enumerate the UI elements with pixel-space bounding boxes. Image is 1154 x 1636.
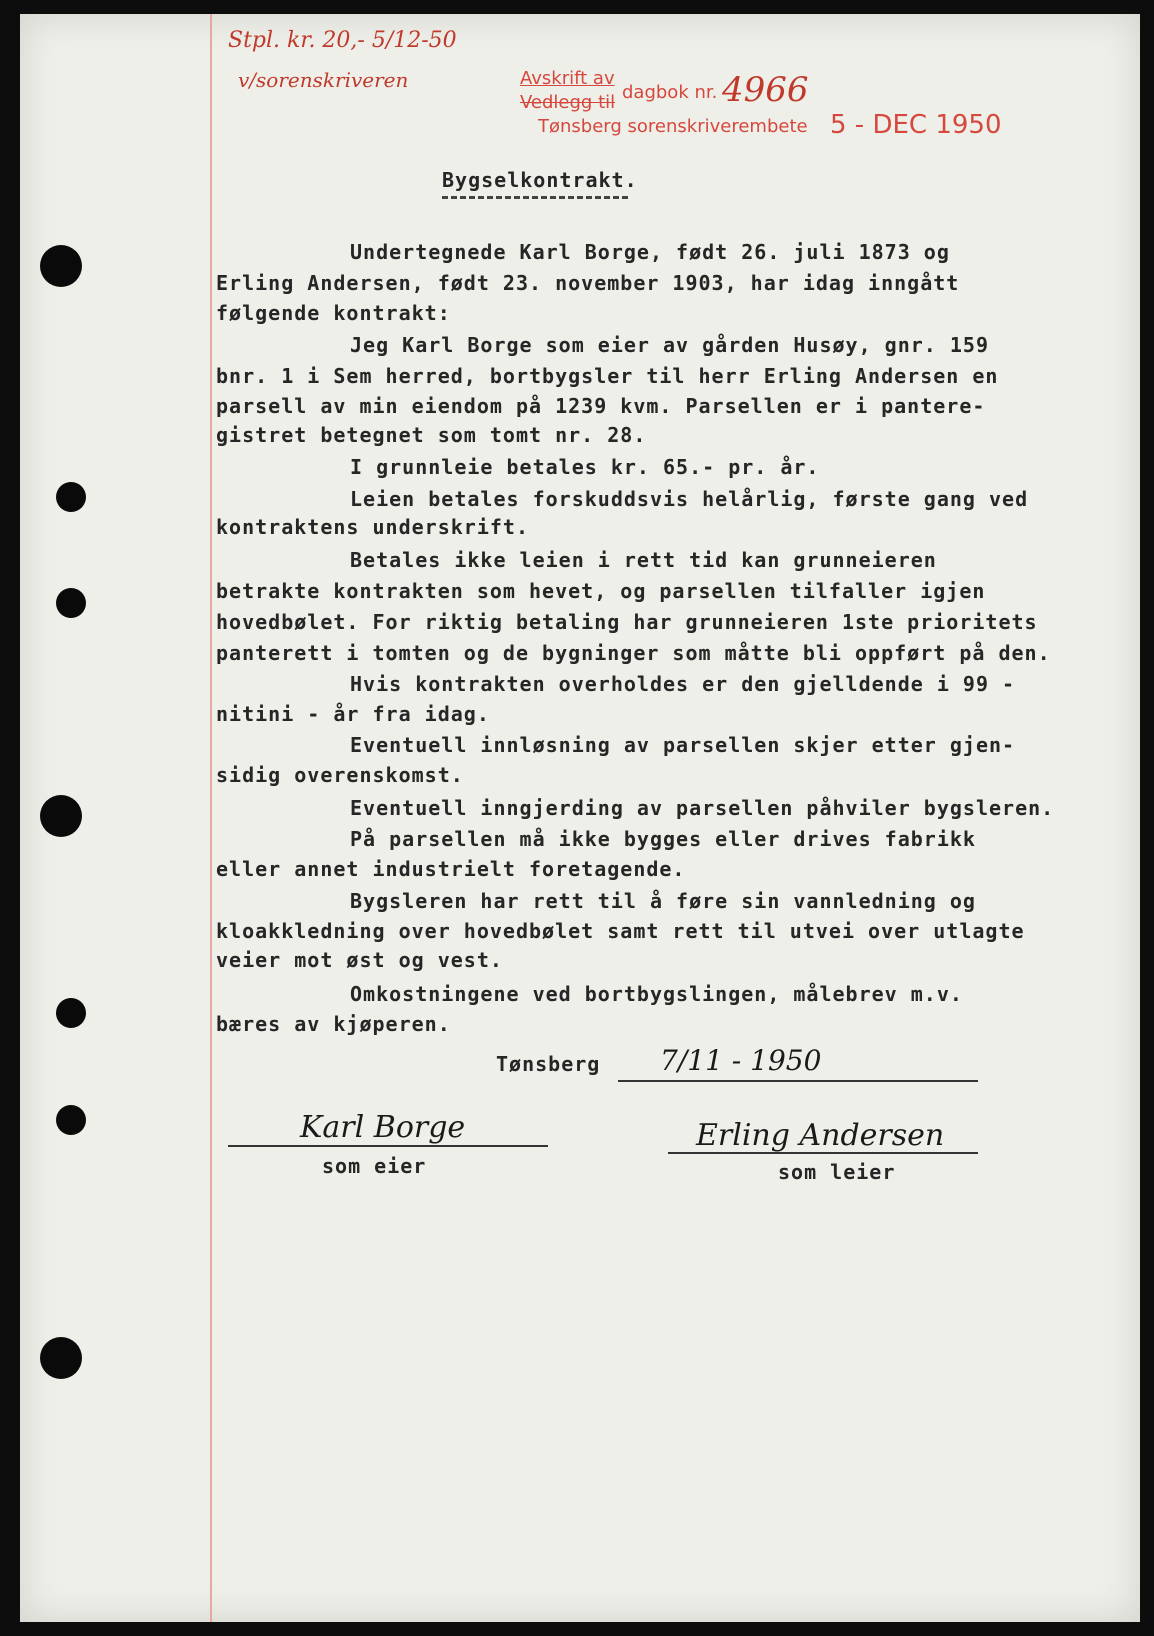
text-line: kloakkledning over hovedbølet samt rett til utvei over utlagte [216, 919, 1025, 943]
punch-hole [56, 482, 86, 512]
text-line: panterett i tomten og de bygninger som måtte bli oppført på den. [216, 641, 1051, 665]
text-line: nitini - år fra idag. [216, 702, 490, 726]
text-line: På parsellen må ikke bygges eller drives fabrikk [350, 827, 976, 851]
text-line: Jeg Karl Borge som eier av gården Husøy, gnr. 159 [350, 333, 990, 357]
text-line: gistret betegnet som tomt nr. 28. [216, 423, 647, 447]
signature-line-owner [228, 1145, 548, 1147]
margin-rule [210, 14, 212, 1622]
punch-hole [56, 1105, 86, 1135]
text-line: Bygsleren har rett til å føre sin vannledning og [350, 889, 976, 913]
punch-hole [56, 998, 86, 1028]
text-line: hovedbølet. For riktig betaling har grunneieren 1ste prioritets [216, 610, 1038, 634]
text-line: Leien betales forskuddsvis helårlig, første gang ved [350, 487, 1029, 511]
signature-line-tenant [668, 1152, 978, 1154]
stamp-duty-note: Stpl. kr. 20,- 5/12-50 [228, 28, 457, 53]
text-line: kontraktens underskrift. [216, 515, 529, 539]
text-line: I grunnleie betales kr. 65.- pr. år. [350, 455, 820, 479]
signature-tenant: Erling Andersen [696, 1118, 945, 1153]
text-line: betrakte kontrakten som hevet, og parsellen tilfaller igjen [216, 579, 986, 603]
place: Tønsberg [496, 1052, 601, 1076]
document-title: Bygselkontrakt. [442, 168, 638, 192]
stamp-dagbok-label: dagbok nr. [622, 82, 718, 103]
punch-hole [40, 1337, 82, 1379]
text-line: Eventuell innløsning av parsellen skjer etter gjen- [350, 733, 1016, 757]
stamp-office: Tønsberg sorenskriverembete [538, 116, 808, 137]
punch-hole [40, 795, 82, 837]
title-underline [442, 196, 628, 199]
date-line [618, 1080, 978, 1082]
text-line: veier mot øst og vest. [216, 948, 503, 972]
text-line: Omkostningene ved bortbygslingen, målebrev m.v. [350, 982, 963, 1006]
text-line: parsell av min eiendom på 1239 kvm. Parsellen er i pantere- [216, 394, 986, 418]
text-line: Undertegnede Karl Borge, født 26. juli 1873 og [350, 240, 950, 264]
text-line: sidig overenskomst. [216, 763, 464, 787]
text-line: Hvis kontrakten overholdes er den gjelldende i 99 - [350, 672, 1016, 696]
sorenskriver-note: v/sorenskriveren [238, 68, 409, 92]
stamp-avskrift: Avskrift av [520, 68, 615, 89]
handwritten-date: 7/11 - 1950 [660, 1044, 822, 1077]
text-line: bæres av kjøperen. [216, 1012, 451, 1036]
stamp-date: 5 - DEC 1950 [830, 110, 1002, 140]
stamp-vedlegg: Vedlegg til [520, 92, 616, 113]
text-line: Erling Andersen, født 23. november 1903, har idag inngått [216, 271, 960, 295]
text-line: eller annet industrielt foretagende. [216, 857, 686, 881]
dagbok-number: 4966 [722, 70, 809, 110]
text-line: Eventuell inngjerding av parsellen påhviler bygsleren. [350, 796, 1055, 820]
text-line: følgende kontrakt: [216, 301, 451, 325]
role-tenant: som leier [778, 1160, 896, 1184]
text-line: Betales ikke leien i rett tid kan grunneieren [350, 548, 937, 572]
punch-hole [56, 588, 86, 618]
punch-hole [40, 245, 82, 287]
signature-owner: Karl Borge [300, 1110, 466, 1145]
text-line: bnr. 1 i Sem herred, bortbygsler til herr Erling Andersen en [216, 364, 999, 388]
role-owner: som eier [322, 1154, 427, 1178]
